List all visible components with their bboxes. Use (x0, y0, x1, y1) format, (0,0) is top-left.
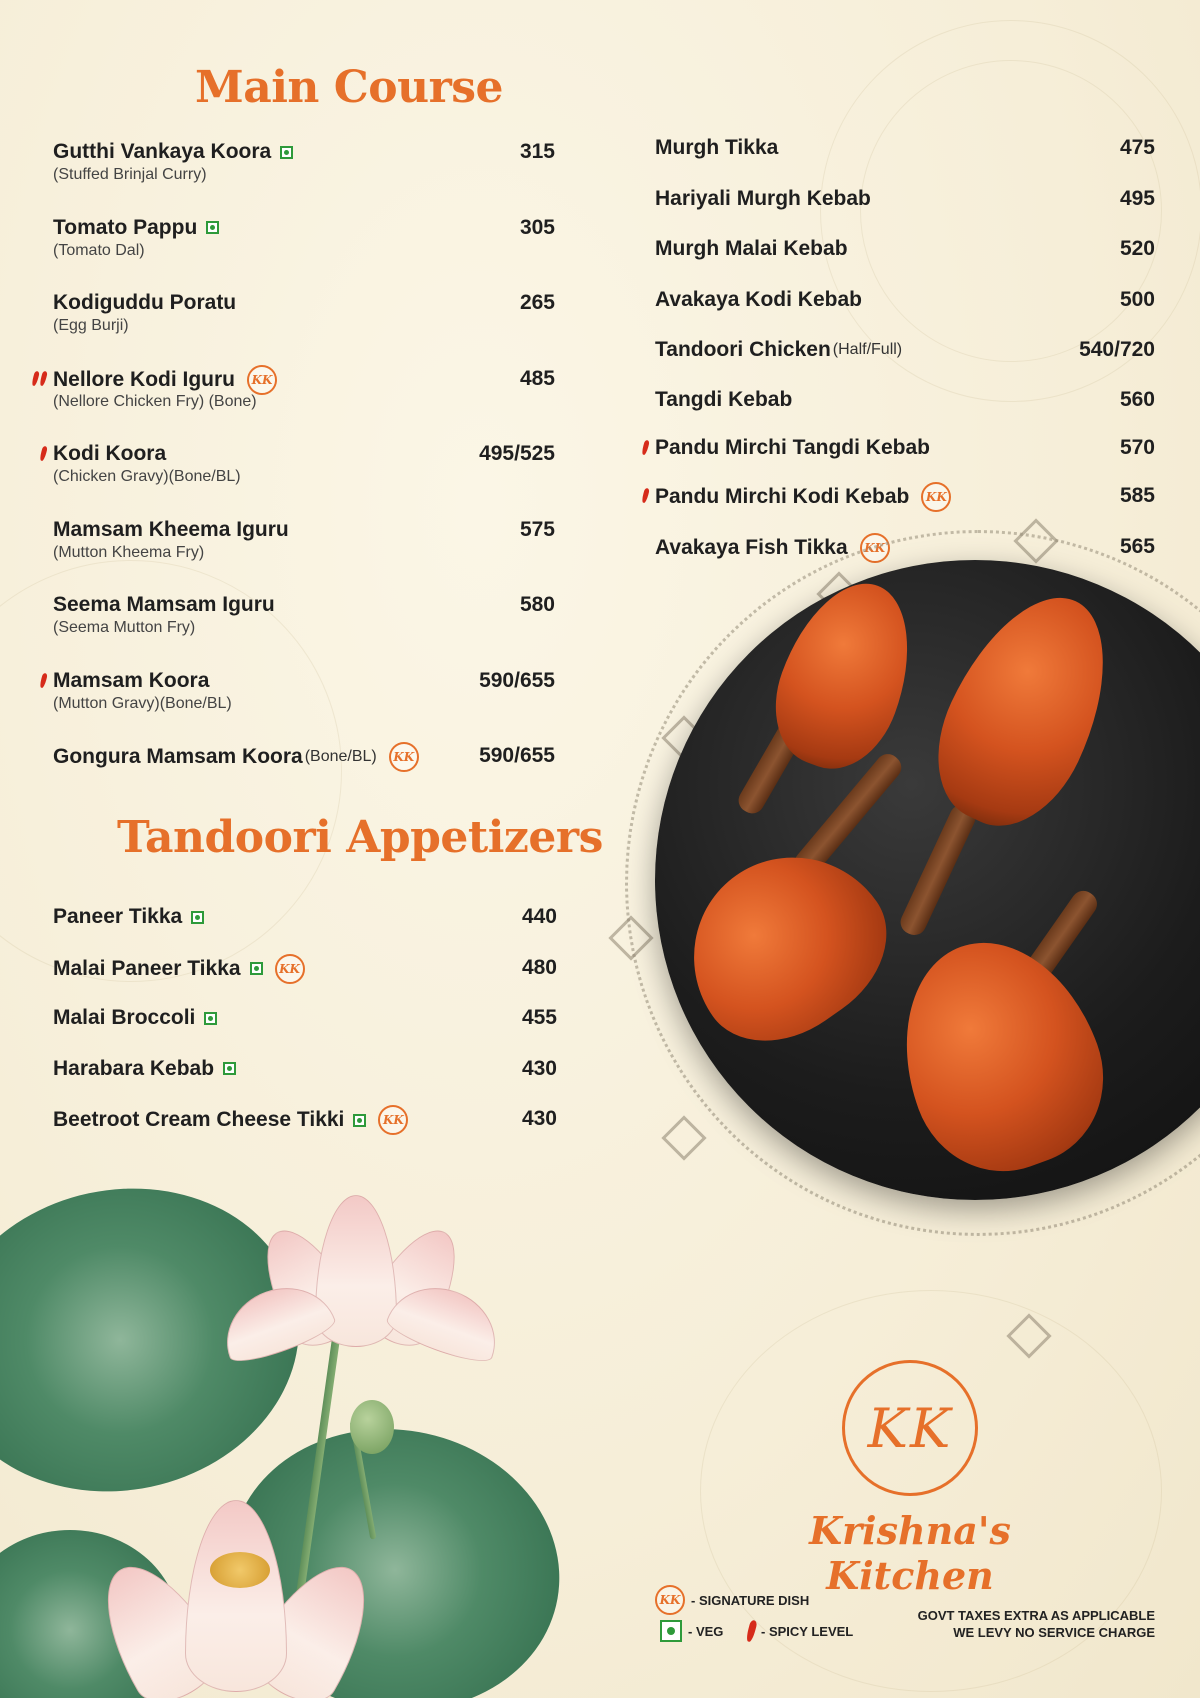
menu-item-name: Pandu Mirchi Tangdi Kebab (655, 436, 930, 459)
menu-item-price: 585 (1119, 484, 1155, 507)
menu-item-description: (Mutton Gravy)(Bone/BL) (53, 694, 232, 712)
tandoori-appetizers-title: Tandoori Appetizers (117, 812, 603, 863)
menu-item-price: 540/720 (1079, 338, 1155, 361)
menu-item-name-row (655, 482, 951, 512)
menu-item-price: 590/655 (479, 668, 555, 692)
menu-item (53, 214, 555, 259)
menu-item (53, 903, 557, 933)
menu-item-name: Murgh Tikka (655, 136, 779, 159)
menu-item-price: 495/525 (479, 442, 555, 465)
signature-dish-icon: KK (275, 954, 305, 984)
menu-item (655, 386, 1155, 416)
menu-item-name: Kodiguddu Poratu (53, 291, 237, 314)
diamond-decoration (1006, 1313, 1051, 1358)
legend-spicy (748, 1620, 853, 1642)
menu-item-name: Paneer Tikka (53, 905, 183, 928)
menu-item-name: Gongura Mamsam Koora (53, 745, 303, 768)
menu-item (655, 336, 1155, 366)
menu-item-name-row (53, 516, 289, 544)
menu-item-price: 500 (1119, 288, 1155, 311)
legend-spicy-label: - SPICY LEVEL (761, 1623, 854, 1639)
menu-item-name-row (53, 1004, 217, 1032)
legend-veg (660, 1620, 723, 1642)
menu-item-price: 570 (1119, 436, 1155, 459)
menu-item-price: 455 (521, 1006, 557, 1029)
menu-item-name: Malai Paneer Tikka (53, 956, 241, 980)
chicken-drumstick (911, 572, 1139, 849)
menu-item-price: 580 (519, 593, 555, 616)
menu-item-name-row (53, 289, 236, 317)
brand-logo (842, 1360, 978, 1496)
menu-item-price: 475 (1119, 136, 1155, 159)
chicken-drumstick (654, 818, 915, 1072)
menu-item-description: (Seema Mutton Fry) (53, 619, 196, 636)
menu-item-name: Beetroot Cream Cheese Tikki (53, 1108, 345, 1131)
menu-item (655, 235, 1155, 265)
menu-item (53, 591, 555, 636)
menu-item-name-row (655, 336, 902, 364)
signature-dish-icon: KK (378, 1105, 408, 1135)
menu-item-name: Malai Broccoli (53, 1006, 196, 1029)
veg-icon (280, 146, 293, 159)
menu-item-description: (Nellore Chicken Fry) (Bone) (53, 392, 257, 410)
menu-item-name-row (53, 1055, 236, 1083)
chicken-drumstick (871, 914, 1128, 1195)
signature-dish-icon: KK (247, 365, 277, 395)
menu-item-price: 565 (1119, 535, 1155, 558)
veg-icon (206, 221, 219, 234)
menu-item-name-row (53, 440, 166, 468)
menu-item-name: Tomato Pappu (53, 215, 198, 239)
menu-item-name: Kodi Koora (53, 442, 167, 465)
menu-item (655, 434, 1155, 464)
legend-veg-label: - VEG (688, 1623, 724, 1639)
menu-item-price: 430 (521, 1056, 557, 1080)
menu-item-price: 315 (519, 140, 555, 163)
menu-item-price: 480 (521, 955, 557, 979)
menu-item-price: 440 (521, 905, 557, 928)
menu-item-name-row (53, 365, 277, 395)
menu-item-name: Avakaya Fish Tikka (655, 536, 848, 559)
signature-dish-icon: KK (389, 742, 419, 772)
chili-icon (641, 440, 650, 456)
brand-monogram: KK (867, 1396, 953, 1460)
menu-item-name-row (53, 214, 219, 242)
menu-item (655, 286, 1155, 316)
menu-item-description: (Tomato Dal) (53, 241, 145, 259)
chili-icon (39, 370, 48, 386)
legend-signature-label: - SIGNATURE DISH (691, 1592, 810, 1608)
menu-item-name-row (655, 185, 871, 213)
signature-dish-icon: KK (655, 1585, 685, 1615)
veg-icon (250, 962, 263, 975)
menu-item (53, 1055, 557, 1085)
menu-item-description: (Egg Burji) (53, 317, 129, 334)
menu-item-price: 560 (1119, 388, 1155, 411)
menu-item-name: Mamsam Kheema Iguru (53, 517, 289, 541)
veg-icon (660, 1620, 682, 1642)
menu-item-name: Seema Mamsam Iguru (53, 593, 275, 616)
lotus-center (210, 1552, 270, 1588)
menu-item (655, 185, 1155, 215)
chili-icon (39, 672, 48, 688)
menu-item-name-row (53, 1105, 408, 1135)
menu-item-name-row (53, 954, 305, 984)
menu-item-price: 305 (519, 215, 555, 239)
menu-item (53, 954, 557, 984)
menu-item (53, 440, 555, 485)
menu-item (53, 365, 555, 410)
chili-icon (745, 1619, 757, 1642)
menu-item-price: 575 (519, 517, 555, 541)
menu-item (53, 742, 555, 772)
menu-item (53, 667, 555, 712)
menu-item-name: Pandu Mirchi Kodi Kebab (655, 485, 910, 508)
menu-item (53, 289, 555, 334)
menu-item-name: Mamsam Koora (53, 668, 210, 692)
menu-item (53, 516, 555, 561)
menu-item-price: 590/655 (479, 744, 555, 767)
veg-icon (191, 911, 204, 924)
menu-item-price: 430 (521, 1107, 557, 1130)
menu-item (655, 134, 1155, 164)
menu-item-name-row (655, 134, 778, 162)
brand-name: Krishna's Kitchen (809, 1508, 1011, 1598)
legend-signature (655, 1585, 809, 1615)
menu-item-description: (Stuffed Brinjal Curry) (53, 166, 207, 183)
footer-service-note: WE LEVY NO SERVICE CHARGE (953, 1625, 1155, 1640)
diamond-decoration (661, 1115, 706, 1160)
main-course-title: Main Course (195, 62, 504, 113)
menu-item-note: (Half/Full) (832, 341, 903, 358)
menu-item (53, 1105, 557, 1135)
chili-icon (39, 446, 48, 462)
menu-item-price: 485 (519, 366, 555, 390)
menu-item (655, 482, 1155, 512)
menu-item-name-row (53, 667, 209, 695)
menu-item (53, 138, 555, 183)
menu-item-name-row (655, 286, 862, 314)
veg-icon (353, 1114, 366, 1127)
menu-item-name-row (53, 742, 419, 772)
drumstick-bone (897, 801, 980, 939)
chili-icon (31, 370, 40, 386)
menu-item-name: Nellore Kodi Iguru (53, 367, 236, 391)
signature-dish-icon: KK (921, 482, 951, 512)
menu-item-note: (Bone/BL) (304, 748, 377, 765)
menu-item-name: Murgh Malai Kebab (655, 237, 848, 260)
menu-item-price: 520 (1119, 237, 1155, 260)
veg-icon (204, 1012, 217, 1025)
menu-item-name: Harabara Kebab (53, 1056, 215, 1080)
footer-taxes-note: GOVT TAXES EXTRA AS APPLICABLE (917, 1608, 1155, 1623)
menu-item-name-row (655, 235, 848, 263)
menu-item-name-row (655, 386, 792, 414)
menu-item-name: Tandoori Chicken (655, 338, 831, 361)
menu-item-name: Hariyali Murgh Kebab (655, 187, 871, 210)
lotus-bud (350, 1400, 394, 1454)
menu-item-description: (Mutton Kheema Fry) (53, 543, 205, 561)
menu-item-name-row (53, 591, 275, 619)
menu-item-name: Tangdi Kebab (655, 388, 793, 411)
menu-item-name-row (655, 434, 930, 462)
menu-item-name-row (53, 903, 204, 931)
menu-item-description: (Chicken Gravy)(Bone/BL) (53, 468, 241, 485)
menu-item-name-row (53, 138, 293, 166)
menu-item-name: Gutthi Vankaya Koora (53, 140, 272, 163)
menu-item-price: 495 (1119, 187, 1155, 210)
menu-item-name: Avakaya Kodi Kebab (655, 288, 862, 311)
chili-icon (641, 488, 650, 504)
signature-dish-icon: KK (860, 533, 890, 563)
veg-icon (223, 1062, 236, 1075)
menu-item (53, 1004, 557, 1034)
menu-item-price: 265 (519, 291, 555, 314)
